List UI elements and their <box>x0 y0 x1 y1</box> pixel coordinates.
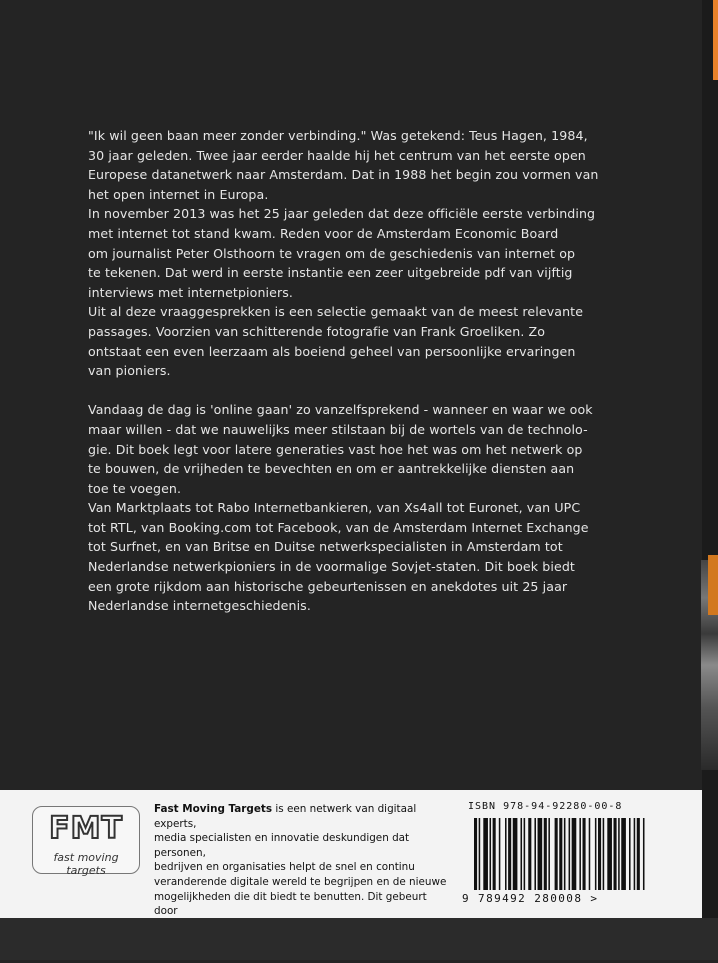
blurb-line: te tekenen. Dat werd in eerste instantie een zeer uitgebreide pdf van vijftig <box>88 265 573 281</box>
isbn-label: ISBN 978-94-92280-00-8 <box>468 801 623 812</box>
barcode-bar <box>521 818 523 890</box>
bottom-band <box>0 918 718 960</box>
blurb-line: Nederlandse netwerkpioniers in de voormalige Sovjet-staten. Dit boek biedt <box>88 559 575 575</box>
barcode-bar <box>637 818 640 890</box>
barcode-bar <box>603 818 605 890</box>
barcode-bar <box>598 818 601 890</box>
orange-accent-edge <box>713 0 718 80</box>
publisher-line: bedrijven en organisaties helpt de snel en continu <box>154 861 415 874</box>
blurb-line: tot RTL, van Booking.com tot Facebook, van de Amsterdam Internet Exchange <box>88 519 589 535</box>
barcode-bar <box>538 818 543 890</box>
barcode-bar <box>534 818 536 890</box>
barcode-bar <box>607 818 612 890</box>
blurb-line: toe te voegen. <box>88 480 182 496</box>
barcode-bar <box>499 818 501 890</box>
barcode-bar <box>524 818 526 890</box>
blurb-line: "Ik wil geen baan meer zonder verbinding." Was getekend: Teus Hagen, 1984, <box>88 128 588 143</box>
blurb-line: Nederlandse internetgeschiedenis. <box>88 598 311 614</box>
barcode-bar <box>579 818 581 890</box>
blurb-line: 30 jaar geleden. Twee jaar eerder haalde hij het centrum van het eerste open <box>88 147 586 163</box>
blurb-line: gie. Dit boek legt voor latere generaties vast hoe het was om het netwerk op <box>88 441 583 457</box>
blurb-line: Van Marktplaats tot Rabo Internetbankieren, van Xs4all tot Euronet, van UPC <box>88 500 581 516</box>
barcode-bar <box>479 818 481 890</box>
fmt-logo-subtitle: fast moving targets <box>53 851 119 877</box>
spine-edge <box>702 0 718 960</box>
publisher-line: mogelijkheden die dit biedt te benutten. Dit gebeurt door <box>154 890 427 918</box>
blurb-line: In november 2013 was het 25 jaar geleden dat deze officiële eerste verbinding <box>88 206 596 222</box>
barcode-bar <box>505 818 507 890</box>
blurb-line: passages. Voorzien van schitterende fotografie van Frank Groeliken. Zo <box>88 323 546 339</box>
isbn-barcode-digits: 9 789492 280008 > <box>462 892 599 905</box>
blurb-line: een grote rijkdom aan historische gebeurtenissen en anekdotes uit 25 jaar <box>88 578 568 594</box>
barcode-bar <box>583 818 586 890</box>
blurb-line: interviews met internetpioniers. <box>88 284 294 300</box>
barcode-bar <box>621 818 626 890</box>
publisher-line: media specialisten en innovatie deskundigen dat personen, <box>154 832 410 859</box>
blurb-line: van pioniers. <box>88 363 171 379</box>
publisher-name: Fast Moving Targets <box>154 803 273 815</box>
blurb-line: ontstaat een even leerzaam als boeiend geheel van persoonlijke ervaringen <box>88 343 576 359</box>
barcode-bar <box>555 818 558 890</box>
barcode-bar <box>629 818 631 890</box>
barcode-bar <box>493 818 496 890</box>
blurb <box>88 126 628 616</box>
barcode-bar <box>490 818 492 890</box>
paragraph-gap <box>88 381 628 401</box>
barcode-bar <box>618 818 620 890</box>
barcode-bar <box>474 818 477 890</box>
publisher-line-text: is een netwerk van digitaal experts, <box>154 803 417 830</box>
barcode-bar <box>589 818 591 890</box>
barcode-bar <box>572 818 577 890</box>
barcode-bar <box>569 818 571 890</box>
blurb-line: Europese datanetwerk naar Amsterdam. Dat in 1988 het begin zou vormen van <box>88 167 599 183</box>
barcode-bar <box>614 818 617 890</box>
barcode-bar <box>634 818 636 890</box>
publisher-line <box>154 802 450 831</box>
fmt-logo-mark: FMT <box>49 811 123 846</box>
fmt-logo <box>32 806 140 877</box>
barcode-bar <box>544 818 547 890</box>
barcode-bar <box>559 818 562 890</box>
blurb-line: Vandaag de dag is 'online gaan' zo vanzelfsprekend - wanneer en waar we ook <box>88 402 593 418</box>
barcode-bar <box>564 818 566 890</box>
blurb-line: tot Surfnet, en van Britse en Duitse netwerkspecialisten in Amsterdam tot <box>88 539 563 555</box>
photo-orange-accent <box>708 555 718 615</box>
blurb-line: maar willen - dat we nauwelijks meer stilstaan bij de wortels van de technolo- <box>88 421 588 437</box>
barcode-bar <box>483 818 488 890</box>
blurb-line: met internet tot stand kwam. Reden voor de Amsterdam Economic Board <box>88 225 559 241</box>
isbn-barcode <box>472 818 700 890</box>
blurb-line: het open internet in Europa. <box>88 186 269 202</box>
barcode-bar <box>595 818 597 890</box>
barcode-bar <box>548 818 550 890</box>
barcode-bar <box>528 818 531 890</box>
blurb-line: Uit al deze vraaggesprekken is een selectie gemaakt van de meest relevante <box>88 304 584 320</box>
barcode-bar <box>513 818 518 890</box>
barcode-bar <box>508 818 511 890</box>
publisher-line: veranderende digitale wereld te begrijpen en de nieuwe <box>154 875 447 888</box>
blurb-line: te bouwen, de vrijheden te bevechten en om er aantrekkelijke diensten aan <box>88 461 575 477</box>
barcode-bar <box>643 818 645 890</box>
blurb-line: om journalist Peter Olsthoorn te vragen om de geschiedenis van internet op <box>88 245 576 261</box>
